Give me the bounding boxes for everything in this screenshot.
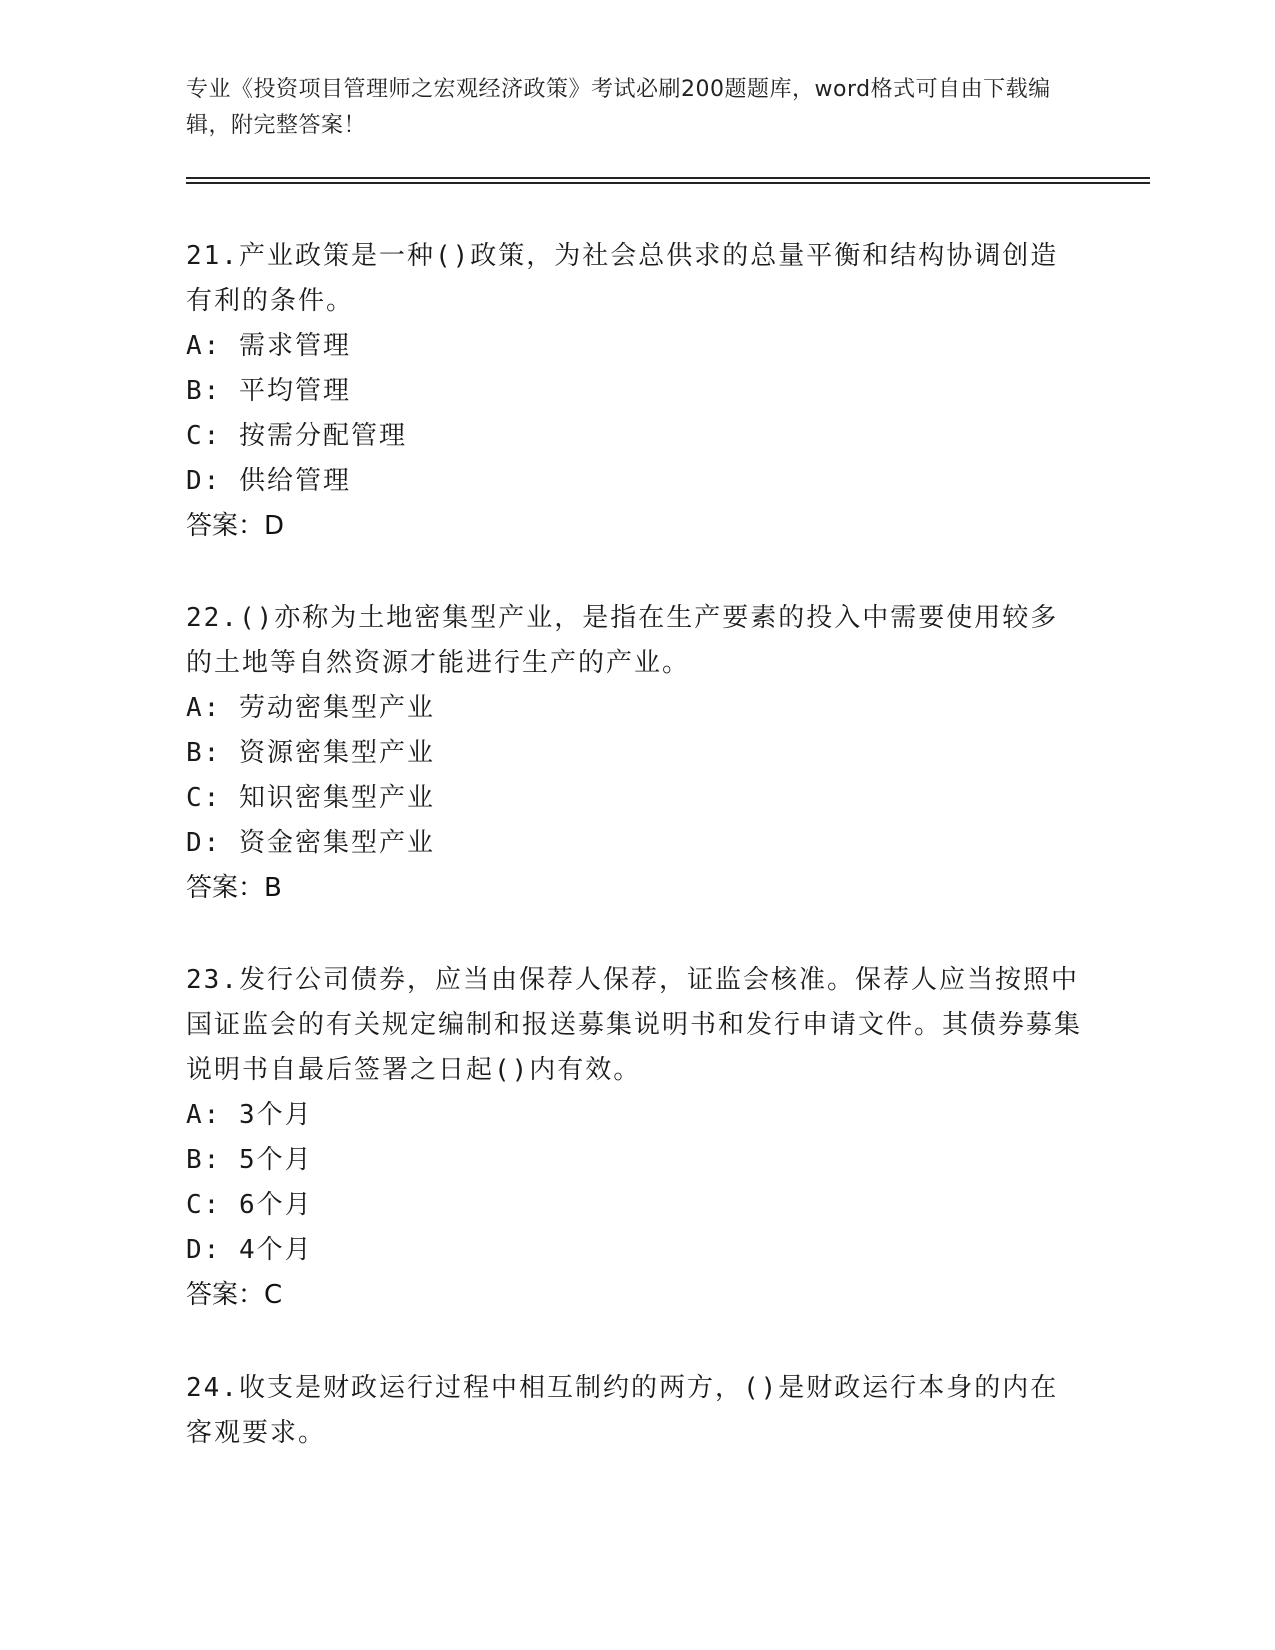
option-c: C: 按需分配管理 [186,421,407,451]
header-divider-top [186,177,1150,179]
option-a: A: 劳动密集型产业 [186,693,435,723]
option-a: A: 3个月 [186,1100,313,1130]
answer: 答案：D [186,511,285,541]
header-divider-bottom [186,182,1150,184]
option-c: C: 6个月 [186,1190,313,1220]
question-22 [186,596,1086,911]
option-d: D: 供给管理 [186,466,351,496]
option-d: D: 资金密集型产业 [186,828,435,858]
option-d: D: 4个月 [186,1235,313,1265]
question-21 [186,234,1086,549]
question-stem: 21.产业政策是一种()政策，为社会总供求的总量平衡和结构协调创造有利的条件。 [186,241,1059,316]
option-b: B: 5个月 [186,1145,313,1175]
option-b: B: 平均管理 [186,376,351,406]
document-header: 专业《投资项目管理师之宏观经济政策》考试必刷200题题库，word格式可自由下载编辑，附完整答案！ [186,77,1051,138]
answer: 答案：B [186,873,282,903]
option-b: B: 资源密集型产业 [186,738,435,768]
question-stem: 23.发行公司债券，应当由保荐人保荐，证监会核准。保荐人应当按照中国证监会的有关规定编制和报送募集说明书和发行申请文件。其债券募集说明书自最后签署之日起()内有效。 [186,965,1083,1085]
answer: 答案：C [186,1280,283,1310]
option-a: A: 需求管理 [186,331,351,361]
question-stem: 24.收支是财政运行过程中相互制约的两方，()是财政运行本身的内在客观要求。 [186,1373,1059,1448]
option-c: C: 知识密集型产业 [186,783,435,813]
question-stem: 22.()亦称为土地密集型产业，是指在生产要素的投入中需要使用较多的土地等自然资源才能进行生产的产业。 [186,603,1059,678]
question-24 [186,1366,1086,1456]
question-23 [186,958,1086,1318]
